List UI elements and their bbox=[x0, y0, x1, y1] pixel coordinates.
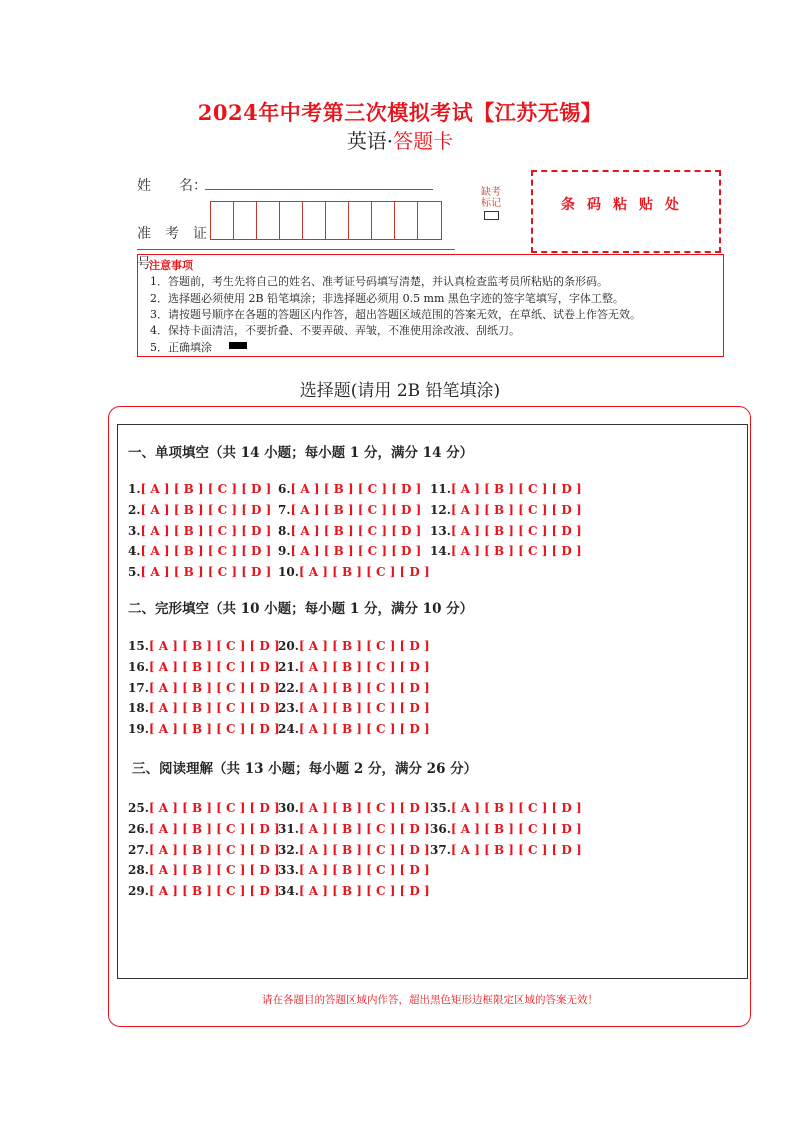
answer-options[interactable]: [ A ] [ B ] [ C ] [ D ] bbox=[148, 680, 280, 695]
question-number: 31. bbox=[278, 821, 299, 836]
question-row bbox=[128, 660, 280, 674]
question-number: 3. bbox=[128, 523, 141, 538]
notice-item: 2．选择题必须使用 2B 铅笔填涂；非选择题必须用 0.5 mm 黑色字迹的签字笔填写，字体工整。 bbox=[150, 292, 624, 305]
notice-item: 1．答题前，考生先将自己的姓名、准考证号码填写清楚，并认真检查监考员所粘贴的条形码。 bbox=[150, 275, 608, 288]
divider bbox=[137, 249, 455, 250]
question-number: 36. bbox=[430, 821, 451, 836]
question-row bbox=[278, 503, 421, 517]
question-row bbox=[278, 863, 430, 877]
question-number: 29. bbox=[128, 884, 149, 899]
question-number: 26. bbox=[128, 821, 149, 836]
answer-options[interactable]: [ A ] [ B ] [ C ] [ D ] bbox=[148, 722, 280, 737]
question-row bbox=[278, 884, 430, 898]
question-number: 8. bbox=[278, 523, 291, 538]
answer-options[interactable]: [ A ] [ B ] [ C ] [ D ] bbox=[298, 821, 430, 836]
exam-id-boxes[interactable] bbox=[210, 201, 442, 240]
answer-options[interactable]: [ A ] [ B ] [ C ] [ D ] bbox=[298, 701, 430, 716]
exam-id-digit-box[interactable] bbox=[234, 202, 257, 239]
question-row bbox=[278, 843, 430, 857]
question-number: 7. bbox=[278, 502, 291, 517]
exam-id-digit-box[interactable] bbox=[303, 202, 326, 239]
answer-options[interactable]: [ A ] [ B ] [ C ] [ D ] bbox=[298, 863, 430, 878]
id-label: 准 考 证 号 bbox=[137, 226, 221, 272]
question-number: 4. bbox=[128, 544, 141, 559]
answer-options[interactable]: [ A ] [ B ] [ C ] [ D ] bbox=[450, 482, 582, 496]
barcode-area bbox=[531, 170, 721, 253]
group-title-reading: 三、阅读理解（共 13 小题；每小题 2 分，满分 26 分） bbox=[132, 761, 478, 777]
exam-id-digit-box[interactable] bbox=[349, 202, 372, 239]
question-number: 9. bbox=[278, 544, 291, 559]
answer-options[interactable]: [ A ] [ B ] [ C ] [ D ] bbox=[450, 821, 582, 836]
question-number: 23. bbox=[278, 701, 299, 716]
question-row bbox=[278, 524, 421, 538]
question-number: 35. bbox=[430, 801, 451, 815]
question-row bbox=[430, 843, 582, 857]
answer-options[interactable]: [ A ] [ B ] [ C ] [ D ] bbox=[298, 801, 430, 815]
absent-mark-label: 缺考标记 bbox=[481, 187, 501, 209]
answer-options[interactable]: [ A ] [ B ] [ C ] [ D ] bbox=[450, 842, 582, 857]
question-row bbox=[278, 822, 430, 836]
question-number: 6. bbox=[278, 482, 291, 496]
question-row bbox=[128, 565, 271, 579]
question-row bbox=[430, 524, 582, 538]
page-title: 2024年中考第三次模拟考试【江苏无锡】 bbox=[197, 100, 603, 125]
answer-options[interactable]: [ A ] [ B ] [ C ] [ D ] bbox=[148, 842, 280, 857]
notice-item: 5．正确填涂 bbox=[150, 341, 212, 354]
question-row bbox=[128, 524, 271, 538]
question-row bbox=[278, 801, 430, 815]
subtitle-subject: 英语· bbox=[346, 129, 394, 153]
question-number: 12. bbox=[430, 502, 451, 517]
answer-options[interactable]: [ A ] [ B ] [ C ] [ D ] bbox=[450, 801, 582, 815]
exam-id-digit-box[interactable] bbox=[280, 202, 303, 239]
group-title-single-choice: 一、单项填空（共 14 小题；每小题 1 分，满分 14 分） bbox=[128, 445, 474, 461]
group-title-cloze: 二、完形填空（共 10 小题；每小题 1 分，满分 10 分） bbox=[128, 601, 474, 617]
question-number: 30. bbox=[278, 801, 299, 815]
question-row bbox=[128, 639, 280, 653]
question-row bbox=[128, 843, 280, 857]
question-number: 33. bbox=[278, 863, 299, 878]
question-number: 27. bbox=[128, 842, 149, 857]
question-row bbox=[278, 681, 430, 695]
notice-title: 注意事项 bbox=[149, 259, 193, 272]
answer-options[interactable]: [ A ] [ B ] [ C ] [ D ] bbox=[450, 502, 582, 517]
answer-options[interactable]: [ A ] [ B ] [ C ] [ D ] bbox=[140, 544, 272, 559]
page-subtitle bbox=[0, 125, 800, 154]
exam-id-digit-box[interactable] bbox=[395, 202, 418, 239]
exam-id-digit-box[interactable] bbox=[372, 202, 395, 239]
answer-options[interactable]: [ A ] [ B ] [ C ] [ D ] bbox=[298, 842, 430, 857]
question-number: 2. bbox=[128, 502, 141, 517]
exam-id-digit-box[interactable] bbox=[418, 202, 441, 239]
answer-options[interactable]: [ A ] [ B ] [ C ] [ D ] bbox=[290, 482, 422, 496]
question-number: 1. bbox=[128, 482, 141, 496]
answer-options[interactable]: [ A ] [ B ] [ C ] [ D ] bbox=[450, 544, 582, 559]
answer-options[interactable]: [ A ] [ B ] [ C ] [ D ] bbox=[148, 659, 280, 674]
question-number: 24. bbox=[278, 722, 299, 737]
question-row bbox=[430, 503, 582, 517]
answer-options[interactable]: [ A ] [ B ] [ C ] [ D ] bbox=[148, 884, 280, 899]
question-row bbox=[430, 801, 582, 815]
question-number: 13. bbox=[430, 523, 451, 538]
question-number: 22. bbox=[278, 680, 299, 695]
question-row bbox=[128, 681, 280, 695]
question-row bbox=[278, 639, 430, 653]
answer-area-warning: 请在各题目的答题区域内作答，超出黑色矩形边框限定区域的答案无效！ bbox=[262, 994, 598, 1006]
answer-options[interactable]: [ A ] [ B ] [ C ] [ D ] bbox=[290, 502, 422, 517]
answer-options[interactable]: [ A ] [ B ] [ C ] [ D ] bbox=[140, 482, 272, 496]
question-row bbox=[128, 722, 280, 736]
name-label: 姓 名： bbox=[137, 178, 207, 194]
question-number: 32. bbox=[278, 842, 299, 857]
exam-id-digit-box[interactable] bbox=[326, 202, 349, 239]
subtitle-card: 答题卡 bbox=[393, 129, 454, 153]
answer-options[interactable]: [ A ] [ B ] [ C ] [ D ] bbox=[148, 701, 280, 716]
question-number: 16. bbox=[128, 659, 149, 674]
question-number: 20. bbox=[278, 639, 299, 653]
question-number: 28. bbox=[128, 863, 149, 878]
answer-options[interactable]: [ A ] [ B ] [ C ] [ D ] bbox=[148, 863, 280, 878]
question-number: 15. bbox=[128, 639, 149, 653]
question-number: 10. bbox=[278, 565, 299, 580]
answer-options[interactable]: [ A ] [ B ] [ C ] [ D ] bbox=[290, 523, 422, 538]
question-row bbox=[278, 544, 421, 558]
answer-options[interactable]: [ A ] [ B ] [ C ] [ D ] bbox=[298, 680, 430, 695]
question-row bbox=[430, 482, 582, 496]
question-number: 17. bbox=[128, 680, 149, 695]
question-row bbox=[128, 701, 280, 715]
question-row bbox=[128, 544, 271, 558]
answer-options[interactable]: [ A ] [ B ] [ C ] [ D ] bbox=[298, 659, 430, 674]
answer-options[interactable]: [ A ] [ B ] [ C ] [ D ] bbox=[140, 523, 272, 538]
answer-options[interactable]: [ A ] [ B ] [ C ] [ D ] bbox=[140, 565, 272, 580]
question-number: 18. bbox=[128, 701, 149, 716]
question-row bbox=[278, 565, 430, 579]
answer-options[interactable]: [ A ] [ B ] [ C ] [ D ] bbox=[298, 565, 430, 580]
question-row bbox=[278, 660, 430, 674]
notice-item: 4．保持卡面清洁，不要折叠、不要弄破、弄皱，不准使用涂改液、刮纸刀。 bbox=[150, 324, 520, 337]
answer-options[interactable]: [ A ] [ B ] [ C ] [ D ] bbox=[148, 801, 280, 815]
exam-id-digit-box[interactable] bbox=[211, 202, 234, 239]
answer-options[interactable]: [ A ] [ B ] [ C ] [ D ] bbox=[290, 544, 422, 559]
question-number: 34. bbox=[278, 884, 299, 899]
question-row bbox=[430, 822, 582, 836]
question-row bbox=[128, 801, 280, 815]
question-number: 25. bbox=[128, 801, 149, 815]
answer-options[interactable]: [ A ] [ B ] [ C ] [ D ] bbox=[148, 821, 280, 836]
question-row bbox=[128, 482, 271, 496]
barcode-label: 条码粘贴处 bbox=[561, 197, 691, 213]
question-number: 11. bbox=[430, 482, 451, 496]
question-row bbox=[128, 503, 271, 517]
question-row bbox=[128, 822, 280, 836]
question-row bbox=[128, 863, 280, 877]
answer-options[interactable]: [ A ] [ B ] [ C ] [ D ] bbox=[140, 502, 272, 517]
exam-id-digit-box[interactable] bbox=[257, 202, 280, 239]
question-number: 5. bbox=[128, 565, 141, 580]
question-number: 21. bbox=[278, 659, 299, 674]
question-number: 14. bbox=[430, 544, 451, 559]
question-row bbox=[278, 701, 430, 715]
answer-options[interactable]: [ A ] [ B ] [ C ] [ D ] bbox=[450, 523, 582, 538]
question-row bbox=[128, 884, 280, 898]
name-field[interactable] bbox=[205, 189, 433, 190]
answer-options[interactable]: [ A ] [ B ] [ C ] [ D ] bbox=[298, 884, 430, 899]
question-row bbox=[278, 722, 430, 736]
absent-mark-box[interactable] bbox=[484, 211, 499, 220]
question-row bbox=[430, 544, 582, 558]
question-number: 19. bbox=[128, 722, 149, 737]
answer-options[interactable]: [ A ] [ B ] [ C ] [ D ] bbox=[298, 639, 430, 653]
correct-fill-sample bbox=[229, 342, 247, 349]
section-heading: 选择题(请用 2B 铅笔填涂) bbox=[299, 381, 501, 401]
question-row bbox=[278, 482, 421, 496]
answer-options[interactable]: [ A ] [ B ] [ C ] [ D ] bbox=[298, 722, 430, 737]
notice-item: 3．请按题号顺序在各题的答题区内作答，超出答题区域范围的答案无效，在草纸、试卷上作答无效。 bbox=[150, 308, 641, 321]
answer-options[interactable]: [ A ] [ B ] [ C ] [ D ] bbox=[148, 639, 280, 653]
question-number: 37. bbox=[430, 842, 451, 857]
